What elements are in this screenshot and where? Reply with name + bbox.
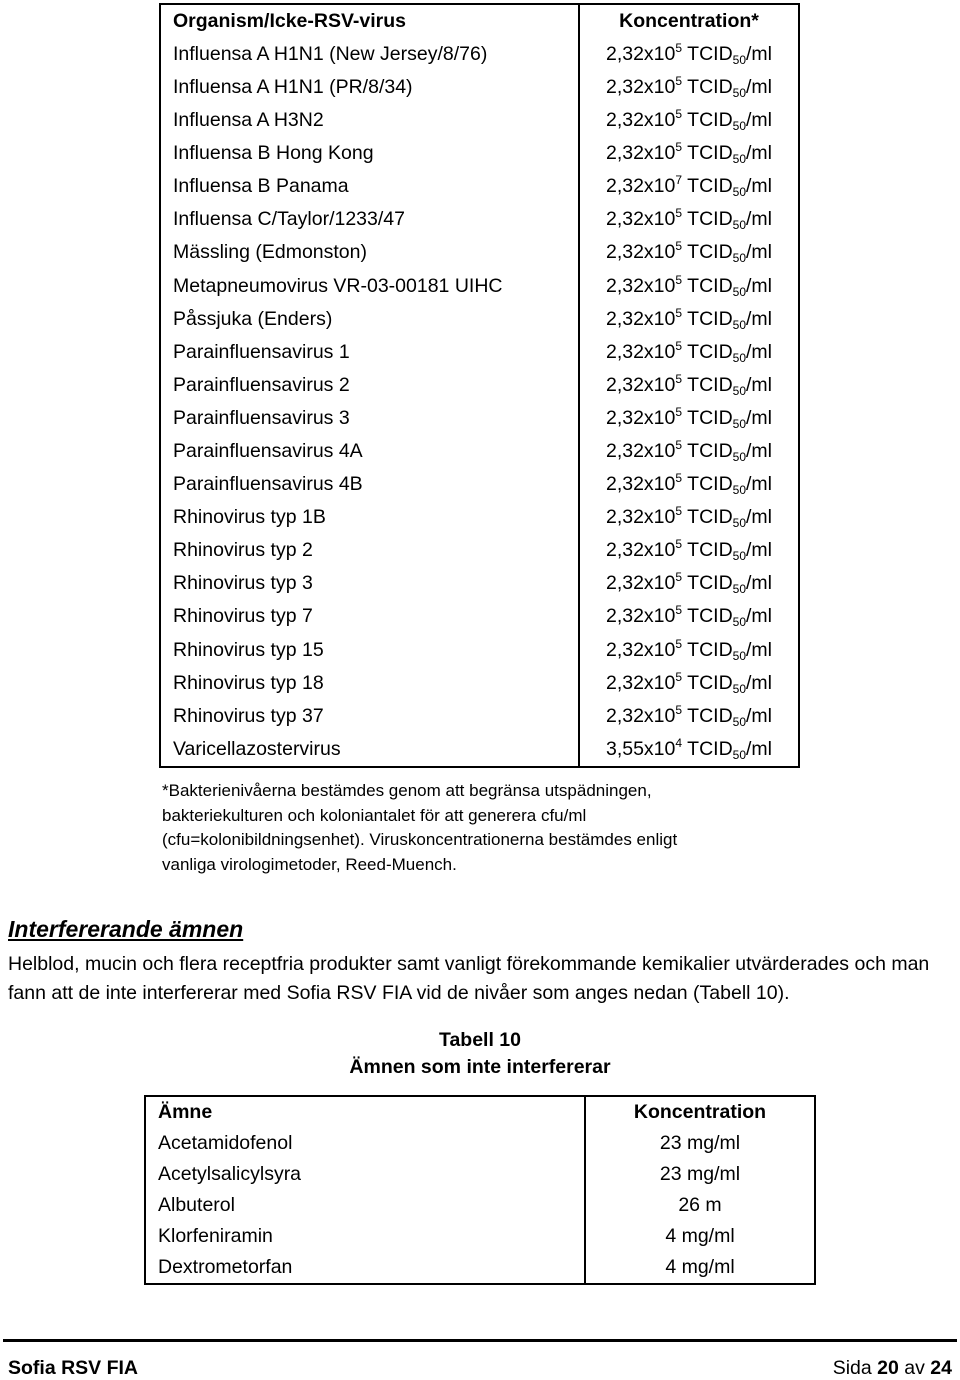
table-row [160, 733, 799, 767]
unit-subscript: 50 [732, 450, 747, 465]
unit-suffix: /ml [746, 241, 773, 264]
concentration-cell [579, 270, 799, 303]
substance-concentration-cell: 23 mg/ml [659, 1131, 741, 1154]
concentration-cell [579, 568, 799, 601]
organism-column-header: Organism/Icke-RSV-virus [160, 4, 579, 38]
concentration-exponent: 5 [675, 636, 683, 651]
concentration-exponent: 5 [675, 702, 683, 717]
footer-product-name: Sofia RSV FIA [8, 1357, 139, 1379]
unit-subscript: 50 [732, 549, 747, 564]
unit-suffix: /ml [746, 671, 773, 694]
organism-cell: Rhinovirus typ 15 [160, 634, 579, 667]
table-row [160, 634, 799, 667]
concentration-cell [579, 667, 799, 700]
footnote-line: (cfu=kolonibildningsenhet). Viruskoncentrationerna bestämdes enligt [162, 830, 678, 849]
concentration-cell [579, 501, 799, 534]
concentration-cell [579, 237, 799, 270]
table-row [160, 501, 799, 534]
page-current: 20 [877, 1357, 899, 1379]
unit-subscript: 50 [732, 648, 747, 663]
concentration-mantissa: 2,32x10 [605, 340, 676, 363]
unit-suffix: /ml [746, 638, 773, 661]
concentration-exponent: 5 [675, 570, 683, 585]
unit-subscript: 50 [732, 350, 747, 365]
unit-prefix: TCID [687, 142, 733, 165]
unit-prefix: TCID [687, 75, 733, 98]
concentration-cell [579, 601, 799, 634]
table-row [160, 237, 799, 270]
concentration-cell [579, 402, 799, 435]
organism-cell: Parainfluensavirus 3 [160, 402, 579, 435]
unit-suffix: /ml [746, 42, 773, 65]
unit-suffix: /ml [746, 539, 773, 562]
unit-subscript: 50 [732, 85, 747, 100]
table-caption-title: Ämnen som inte interfererar [349, 1056, 611, 1078]
unit-suffix: /ml [746, 175, 773, 198]
table-row [160, 568, 799, 601]
concentration-exponent: 4 [675, 735, 683, 750]
unit-prefix: TCID [687, 42, 733, 65]
concentration-mantissa: 2,32x10 [605, 539, 676, 562]
table-row [145, 1252, 815, 1284]
concentration-mantissa: 2,32x10 [605, 605, 676, 628]
table-row [145, 1159, 815, 1190]
unit-prefix: TCID [687, 274, 733, 297]
footer-page-number [833, 1357, 952, 1380]
concentration-exponent: 5 [675, 338, 683, 353]
unit-subscript: 50 [732, 714, 747, 729]
footer-divider [3, 1339, 957, 1342]
unit-suffix: /ml [746, 208, 773, 231]
concentration-mantissa: 2,32x10 [605, 241, 676, 264]
concentration-mantissa: 2,32x10 [605, 142, 676, 165]
concentration-cell [579, 170, 799, 203]
table-row [160, 435, 799, 468]
page-word: Sida [832, 1357, 872, 1379]
page-of-word: av [904, 1357, 925, 1379]
organism-cell: Metapneumovirus VR-03-00181 UIHC [160, 270, 579, 303]
unit-subscript: 50 [732, 516, 747, 531]
table-footnote [162, 779, 802, 877]
table-caption-number: Tabell 10 [438, 1029, 521, 1051]
concentration-exponent: 5 [675, 438, 683, 453]
concentration-cell [579, 733, 799, 767]
concentration-cell [579, 137, 799, 170]
unit-prefix: TCID [687, 373, 733, 396]
unit-suffix: /ml [746, 473, 773, 496]
concentration-cell [579, 71, 799, 104]
unit-subscript: 50 [732, 483, 747, 498]
table-row [160, 71, 799, 104]
organism-cell: Rhinovirus typ 3 [160, 568, 579, 601]
concentration-cell [579, 535, 799, 568]
organism-cell: Influensa B Hong Kong [160, 137, 579, 170]
concentration-exponent: 5 [675, 603, 683, 618]
unit-subscript: 50 [732, 582, 747, 597]
concentration-cell [579, 468, 799, 501]
table-row [160, 700, 799, 733]
concentration-cell [579, 336, 799, 369]
concentration-mantissa: 2,32x10 [605, 506, 676, 529]
concentration-exponent: 5 [675, 272, 683, 287]
unit-suffix: /ml [746, 274, 773, 297]
unit-suffix: /ml [746, 109, 773, 132]
unit-prefix: TCID [687, 638, 733, 661]
unit-suffix: /ml [746, 737, 773, 760]
concentration-exponent: 5 [675, 40, 683, 55]
unit-prefix: TCID [687, 208, 733, 231]
unit-subscript: 50 [732, 185, 747, 200]
organism-cell: Parainfluensavirus 4A [160, 435, 579, 468]
concentration-mantissa: 2,32x10 [605, 373, 676, 396]
unit-prefix: TCID [687, 506, 733, 529]
unit-prefix: TCID [687, 671, 733, 694]
concentration-mantissa: 2,32x10 [605, 75, 676, 98]
table-row [160, 535, 799, 568]
concentration-exponent: 5 [675, 239, 683, 254]
unit-subscript: 50 [732, 615, 747, 630]
concentration-mantissa: 2,32x10 [605, 473, 676, 496]
concentration-exponent: 5 [675, 206, 683, 221]
unit-subscript: 50 [732, 119, 747, 134]
unit-subscript: 50 [732, 383, 747, 398]
concentration-mantissa: 2,32x10 [605, 175, 676, 198]
table-row [160, 170, 799, 203]
substance-cell: Acetylsalicylsyra [145, 1159, 585, 1190]
organism-cell: Parainfluensavirus 2 [160, 369, 579, 402]
concentration-mantissa: 2,32x10 [605, 42, 676, 65]
unit-suffix: /ml [746, 142, 773, 165]
concentration-cell [579, 369, 799, 402]
organism-cell: Parainfluensavirus 4B [160, 468, 579, 501]
unit-subscript: 50 [732, 52, 747, 67]
table-header-row [145, 1096, 815, 1128]
concentration-exponent: 5 [675, 504, 683, 519]
unit-prefix: TCID [687, 175, 733, 198]
concentration-exponent: 5 [675, 107, 683, 122]
concentration-exponent: 5 [675, 73, 683, 88]
organism-cell: Influensa B Panama [160, 170, 579, 203]
organism-cell: Influensa A H3N2 [160, 104, 579, 137]
unit-suffix: /ml [746, 307, 773, 330]
unit-subscript: 50 [732, 152, 747, 167]
concentration-mantissa: 2,32x10 [605, 671, 676, 694]
organism-cell: Parainfluensavirus 1 [160, 336, 579, 369]
concentration-mantissa: 2,32x10 [605, 440, 676, 463]
concentration-cell [579, 104, 799, 137]
concentration-exponent: 5 [675, 305, 683, 320]
unit-suffix: /ml [746, 373, 773, 396]
organism-cell: Influensa A H1N1 (New Jersey/8/76) [160, 38, 579, 71]
footnote-line: vanliga virologimetoder, Reed-Muench. [162, 854, 457, 874]
concentration-mantissa: 2,32x10 [605, 572, 676, 595]
concentration-exponent: 5 [675, 140, 683, 155]
substance-cell: Dextrometorfan [145, 1252, 585, 1284]
substance-cell: Albuterol [145, 1190, 585, 1221]
table-row [160, 369, 799, 402]
unit-prefix: TCID [687, 340, 733, 363]
concentration-exponent: 5 [675, 471, 683, 486]
footnote-line: bakteriekulturen och koloniantalet för att generera cfu/ml [162, 805, 587, 825]
unit-prefix: TCID [687, 737, 733, 760]
substance-concentration-cell: 4 mg/ml [665, 1224, 735, 1247]
concentration-exponent: 7 [675, 173, 683, 188]
table-row [145, 1128, 815, 1159]
table-row [145, 1190, 815, 1221]
table-row [160, 204, 799, 237]
table-row [160, 303, 799, 336]
concentration-cell [579, 435, 799, 468]
organism-cell: Rhinovirus typ 18 [160, 667, 579, 700]
organism-cell: Mässling (Edmonston) [160, 237, 579, 270]
concentration-exponent: 5 [675, 669, 683, 684]
unit-suffix: /ml [746, 506, 773, 529]
organism-cell: Rhinovirus typ 37 [160, 700, 579, 733]
unit-prefix: TCID [687, 440, 733, 463]
concentration-cell [579, 303, 799, 336]
concentration-mantissa: 3,55x10 [605, 737, 676, 760]
table-row [160, 468, 799, 501]
unit-suffix: /ml [746, 406, 773, 429]
concentration-exponent: 5 [675, 404, 683, 419]
unit-suffix: /ml [746, 340, 773, 363]
table-row [160, 104, 799, 137]
table-caption [300, 1027, 660, 1081]
concentration-mantissa: 2,32x10 [605, 704, 676, 727]
concentration-mantissa: 2,32x10 [605, 208, 676, 231]
unit-prefix: TCID [687, 539, 733, 562]
substance-concentration-cell: 23 mg/ml [659, 1162, 741, 1185]
substances-table-body [145, 1096, 815, 1284]
unit-suffix: /ml [746, 605, 773, 628]
table-row [160, 402, 799, 435]
substance-concentration-cell: 26 m [678, 1193, 722, 1216]
organism-cell: Influensa A H1N1 (PR/8/34) [160, 71, 579, 104]
unit-subscript: 50 [732, 416, 747, 431]
organism-cell: Rhinovirus typ 2 [160, 535, 579, 568]
non-interfering-substances-table [144, 1095, 816, 1285]
unit-subscript: 50 [732, 317, 747, 332]
unit-subscript: 50 [732, 218, 747, 233]
table-row [160, 336, 799, 369]
unit-prefix: TCID [687, 241, 733, 264]
substance-cell: Acetamidofenol [145, 1128, 585, 1159]
organism-cell: Influensa C/Taylor/1233/47 [160, 204, 579, 237]
unit-prefix: TCID [687, 704, 733, 727]
unit-prefix: TCID [687, 572, 733, 595]
substance-cell: Klorfeniramin [145, 1221, 585, 1252]
unit-subscript: 50 [732, 747, 747, 762]
table-row [145, 1221, 815, 1252]
section-heading: Interfererande ämnen [8, 916, 244, 942]
page-total: 24 [930, 1357, 952, 1379]
concentration-column-header: Koncentration* [619, 9, 759, 32]
unit-prefix: TCID [687, 406, 733, 429]
concentration-column-header: Koncentration [633, 1100, 767, 1123]
footnote-line: *Bakterienivåerna bestämdes genom att begränsa utspädningen, [162, 781, 652, 800]
unit-prefix: TCID [687, 109, 733, 132]
substance-column-header: Ämne [145, 1096, 585, 1128]
substance-concentration-cell: 4 mg/ml [665, 1255, 735, 1278]
unit-subscript: 50 [732, 251, 747, 266]
unit-suffix: /ml [746, 704, 773, 727]
unit-suffix: /ml [746, 440, 773, 463]
organism-cell: Varicellazostervirus [160, 733, 579, 767]
concentration-mantissa: 2,32x10 [605, 406, 676, 429]
unit-subscript: 50 [732, 681, 747, 696]
concentration-cell [579, 38, 799, 71]
table-row [160, 38, 799, 71]
unit-suffix: /ml [746, 572, 773, 595]
organism-concentration-table [159, 3, 800, 768]
table-header-row [160, 4, 799, 38]
table-row [160, 601, 799, 634]
concentration-exponent: 5 [675, 371, 683, 386]
unit-prefix: TCID [687, 307, 733, 330]
concentration-mantissa: 2,32x10 [605, 109, 676, 132]
table-row [160, 137, 799, 170]
section-paragraph: Helblod, mucin och flera receptfria produkter samt vanligt förekommande kemikalier utvärderades och man fann att de inte interfererar med Sofia RSV FIA vid de nivåer som anges nedan (Tabell 10). [8, 953, 930, 1004]
unit-subscript: 50 [732, 284, 747, 299]
concentration-mantissa: 2,32x10 [605, 307, 676, 330]
concentration-mantissa: 2,32x10 [605, 638, 676, 661]
organism-cell: Rhinovirus typ 7 [160, 601, 579, 634]
concentration-cell [579, 204, 799, 237]
table-row [160, 270, 799, 303]
concentration-exponent: 5 [675, 537, 683, 552]
organism-table-body [160, 4, 799, 767]
concentration-mantissa: 2,32x10 [605, 274, 676, 297]
organism-cell: Rhinovirus typ 1B [160, 501, 579, 534]
table-row [160, 667, 799, 700]
unit-suffix: /ml [746, 75, 773, 98]
concentration-cell [579, 700, 799, 733]
organism-cell: Påssjuka (Enders) [160, 303, 579, 336]
unit-prefix: TCID [687, 605, 733, 628]
unit-prefix: TCID [687, 473, 733, 496]
concentration-cell [579, 634, 799, 667]
